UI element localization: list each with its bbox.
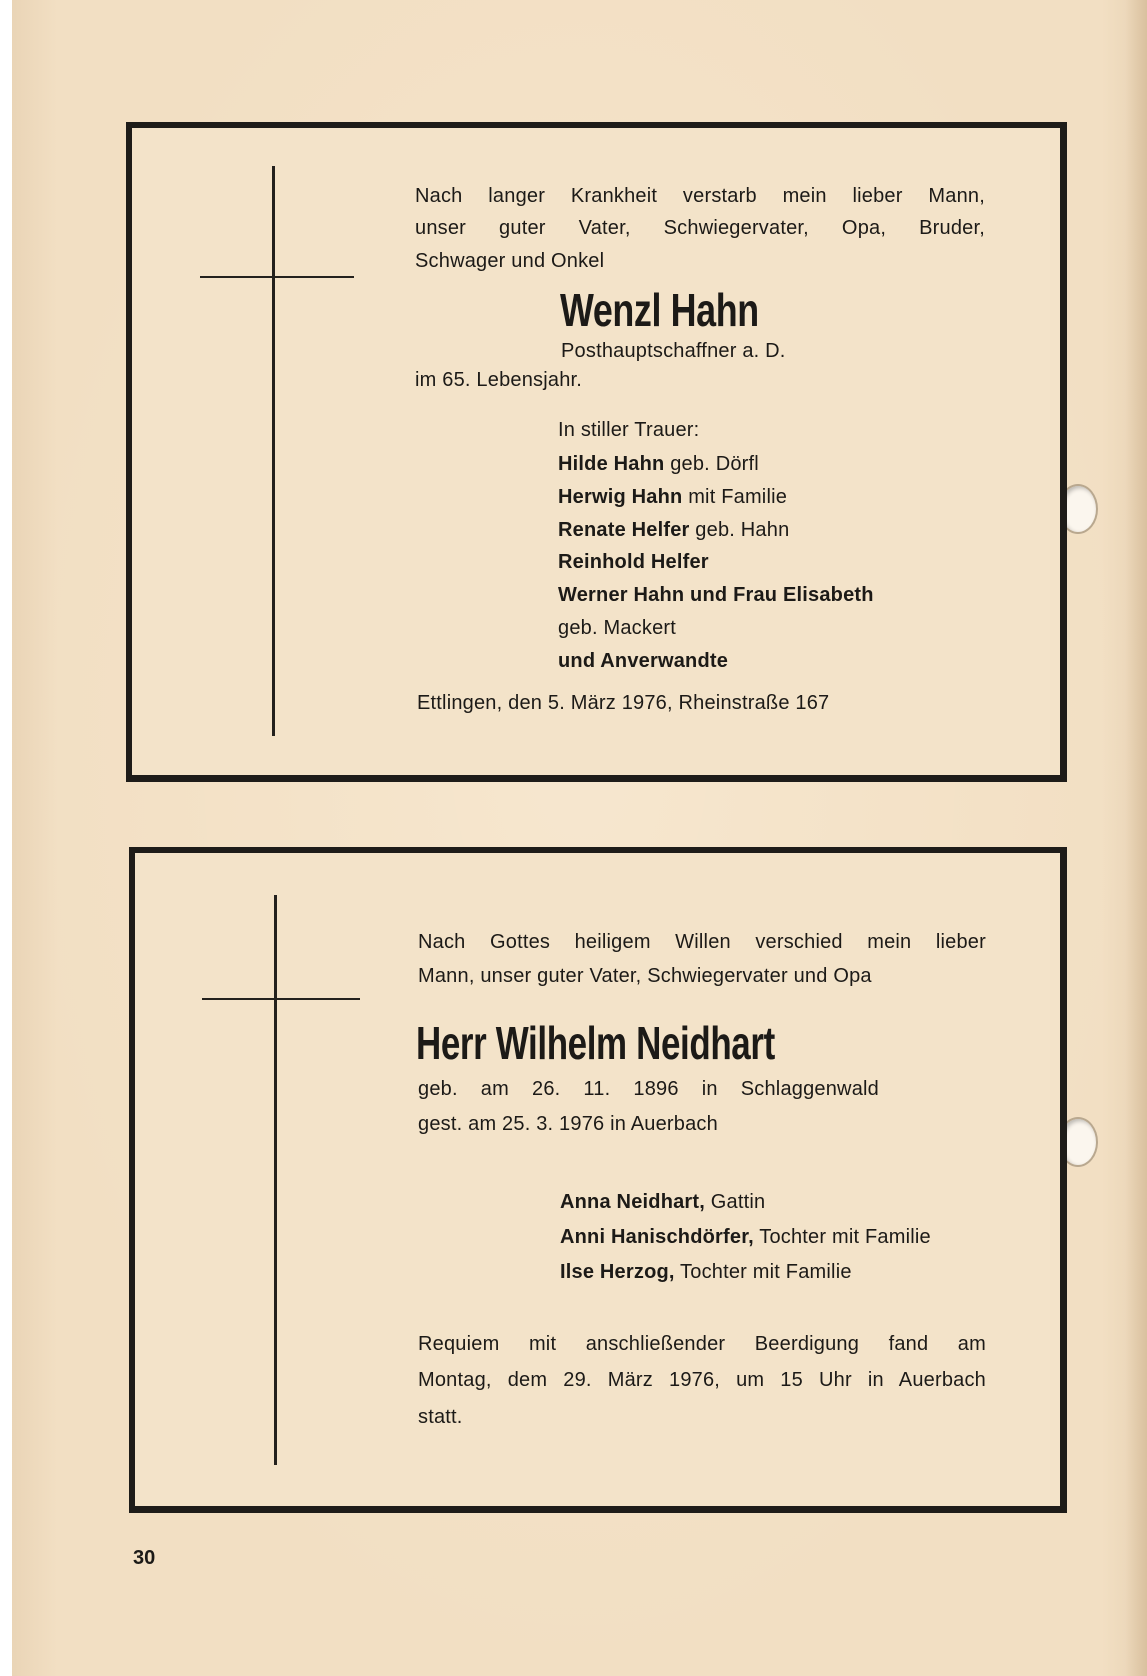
notice2-mourner: Ilse Herzog, Tochter mit Familie bbox=[560, 1261, 852, 1283]
notice1-mourner: Hilde Hahn geb. Dörfl bbox=[558, 453, 759, 475]
notice1-intro-line2: unser guter Vater, Schwiegervater, Opa, Bruder, bbox=[415, 217, 985, 239]
notice1-deceased-name: Wenzl Hahn bbox=[560, 284, 759, 336]
notice1-mourner: geb. Mackert bbox=[558, 617, 677, 639]
notice1-deceased-title: Posthauptschaffner a. D. bbox=[561, 340, 786, 362]
cross-icon-vertical bbox=[274, 895, 277, 1465]
notice2-mourner: Anna Neidhart, Gattin bbox=[560, 1191, 766, 1213]
cross-icon-horizontal bbox=[200, 276, 354, 278]
notice1-mourner: Reinhold Helfer bbox=[558, 551, 709, 573]
cross-icon-vertical bbox=[272, 166, 275, 736]
notice2-requiem-line3: statt. bbox=[418, 1406, 463, 1428]
notice1-mourner: Werner Hahn und Frau Elisabeth bbox=[558, 584, 874, 606]
notice2-born: geb. am 26. 11. 1896 in Schlaggenwald bbox=[418, 1078, 879, 1100]
notice2-deceased-name: Herr Wilhelm Neidhart bbox=[416, 1017, 775, 1069]
notice1-mourning-heading: In stiller Trauer: bbox=[558, 419, 700, 441]
notice1-intro-line3: Schwager und Onkel bbox=[415, 250, 605, 272]
notice2-died: gest. am 25. 3. 1976 in Auerbach bbox=[418, 1113, 718, 1135]
notice2-intro-line2: Mann, unser guter Vater, Schwiegervater und Opa bbox=[418, 965, 872, 987]
page bbox=[12, 0, 1147, 1676]
notice1-intro-line1: Nach langer Krankheit verstarb mein lieber Mann, bbox=[415, 185, 985, 207]
notice2-requiem-line1: Requiem mit anschließender Beerdigung fand am bbox=[418, 1333, 986, 1355]
notice1-mourner: und Anverwandte bbox=[558, 650, 729, 672]
notice2-requiem-line2: Montag, dem 29. März 1976, um 15 Uhr in Auerbach bbox=[418, 1369, 986, 1391]
cross-icon-horizontal bbox=[202, 998, 360, 1000]
page-number: 30 bbox=[133, 1547, 156, 1569]
notice1-age: im 65. Lebensjahr. bbox=[415, 369, 583, 391]
notice1-mourner: Renate Helfer geb. Hahn bbox=[558, 519, 790, 541]
notice1-place-date: Ettlingen, den 5. März 1976, Rheinstraße 167 bbox=[417, 692, 830, 714]
notice2-intro-line1: Nach Gottes heiligem Willen verschied mein lieber bbox=[418, 931, 986, 953]
notice2-mourner: Anni Hanischdörfer, Tochter mit Familie bbox=[560, 1226, 931, 1248]
notice1-mourner: Herwig Hahn mit Familie bbox=[558, 486, 788, 508]
